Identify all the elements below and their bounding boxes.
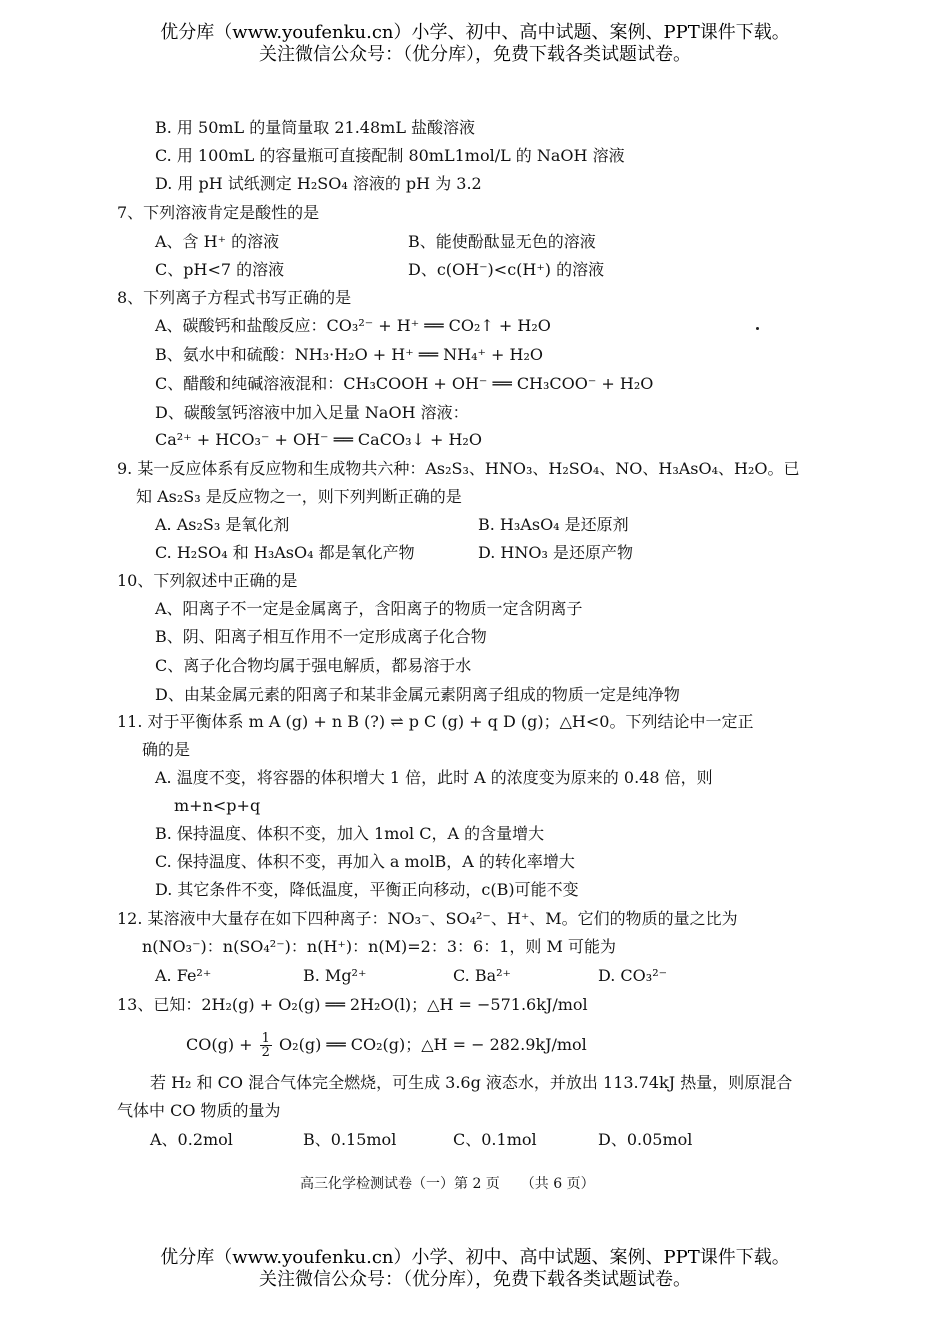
q6-option-c: C. 用 100mL 的容量瓶可直接配制 80mL1mol/L 的 NaOH 溶液 <box>155 146 625 165</box>
q11-option-b: B. 保持温度、体积不变，加入 1mol C，A 的含量增大 <box>155 824 545 843</box>
q10-option-a: A、阳离子不一定是金属离子，含阳离子的物质一定含阴离子 <box>155 599 583 618</box>
q9-option-b: B. H₃AsO₄ 是还原剂 <box>478 515 629 534</box>
q11-option-c: C. 保持温度、体积不变，再加入 a molB，A 的转化率增大 <box>155 852 575 871</box>
watermark-line-1: 优分库（www.youfenku.cn）小学、初中、高中试题、案例、PPT课件下载。 <box>160 22 790 43</box>
q11-option-d: D. 其它条件不变，降低温度，平衡正向移动，c(B)可能不变 <box>155 880 579 899</box>
q12-option-a: A. Fe²⁺ <box>155 966 212 985</box>
q9-stem-line-2: 知 As₂S₃ 是反应物之一，则下列判断正确的是 <box>136 487 462 506</box>
q8-stem: 8、下列离子方程式书写正确的是 <box>117 288 352 307</box>
page-footer: 高三化学检测试卷（一）第 2 页 （共 6 页） <box>300 1176 595 1192</box>
q7-option-a: A、含 H⁺ 的溶液 <box>155 232 280 251</box>
q11-option-a-line-2: m+n<p+q <box>174 796 261 815</box>
q13-frac-denominator: 2 <box>261 1045 270 1060</box>
q13-paragraph-line-1: 若 H₂ 和 CO 混合气体完全燃烧，可生成 3.6g 液态水，并放出 113.74kJ 热量，则原混合 <box>150 1073 793 1092</box>
q13-eq2-right: O₂(g) ══ CO₂(g)；△H = − 282.9kJ/mol <box>279 1035 587 1054</box>
q13-eq2-fraction <box>260 1032 272 1059</box>
q8-option-c: C、醋酸和纯碱溶液混和：CH₃COOH + OH⁻ ══ CH₃COO⁻ + H₂O <box>155 374 654 393</box>
q12-stem-line-2: n(NO₃⁻)：n(SO₄²⁻)：n(H⁺)：n(M)=2：3：6：1，则 M 可能为 <box>142 937 616 956</box>
q7-option-b: B、能使酚酞显无色的溶液 <box>408 232 596 251</box>
q8-option-d-equation: Ca²⁺ + HCO₃⁻ + OH⁻ ══ CaCO₃↓ + H₂O <box>155 430 482 449</box>
q6-option-b: B. 用 50mL 的量筒量取 21.48mL 盐酸溶液 <box>155 118 476 137</box>
stray-mark <box>756 327 759 330</box>
q7-option-c: C、pH<7 的溶液 <box>155 260 285 279</box>
q13-option-d: D、0.05mol <box>598 1130 693 1149</box>
q13-frac-numerator: 1 <box>261 1031 270 1046</box>
q9-option-d: D. HNO₃ 是还原产物 <box>478 543 634 562</box>
watermark-line-2-bottom: 关注微信公众号：（优分库），免费下载各类试题试卷。 <box>259 1269 691 1290</box>
q12-option-c: C. Ba²⁺ <box>453 966 511 985</box>
watermark-line-1-bottom: 优分库（www.youfenku.cn）小学、初中、高中试题、案例、PPT课件下载。 <box>160 1247 790 1268</box>
q9-stem-line-1: 9. 某一反应体系有反应物和生成物共六种：As₂S₃、HNO₃、H₂SO₄、NO、H₃AsO₄、H₂O。已 <box>117 459 800 478</box>
q12-stem-line-1: 12. 某溶液中大量存在如下四种离子：NO₃⁻、SO₄²⁻、H⁺、M。它们的物质的量之比为 <box>117 909 738 928</box>
q9-option-a: A. As₂S₃ 是氧化剂 <box>155 515 290 534</box>
q8-option-b: B、氨水中和硫酸：NH₃·H₂O + H⁺ ══ NH₄⁺ + H₂O <box>155 345 543 364</box>
watermark-bottom <box>0 1247 950 1291</box>
q8-option-d: D、碳酸氢钙溶液中加入足量 NaOH 溶液： <box>155 403 469 422</box>
q7-stem: 7、下列溶液肯定是酸性的是 <box>117 203 320 222</box>
q10-option-d: D、由某金属元素的阳离子和某非金属元素阴离子组成的物质一定是纯净物 <box>155 685 680 704</box>
q13-eq2-left: CO(g) + <box>186 1035 253 1054</box>
q13-equation-2 <box>186 1032 587 1059</box>
q7-option-d: D、c(OH⁻)<c(H⁺) 的溶液 <box>408 260 605 279</box>
q13-paragraph-line-2: 气体中 CO 物质的量为 <box>117 1101 281 1120</box>
q13-option-b: B、0.15mol <box>303 1130 397 1149</box>
q11-stem-line-2: 确的是 <box>142 740 191 759</box>
q10-option-b: B、阴、阳离子相互作用不一定形成离子化合物 <box>155 627 487 646</box>
q8-option-a: A、碳酸钙和盐酸反应：CO₃²⁻ + H⁺ ══ CO₂↑ + H₂O <box>155 316 551 335</box>
q13-stem: 13、已知：2H₂(g) + O₂(g) ══ 2H₂O(l)；△H = −571.6kJ/mol <box>117 995 588 1014</box>
q10-stem: 10、下列叙述中正确的是 <box>117 571 298 590</box>
q9-option-c: C. H₂SO₄ 和 H₃AsO₄ 都是氧化产物 <box>155 543 415 562</box>
q11-option-a-line-1: A. 温度不变，将容器的体积增大 1 倍，此时 A 的浓度变为原来的 0.48 倍，则 <box>155 768 713 787</box>
q13-option-c: C、0.1mol <box>453 1130 537 1149</box>
q13-option-a: A、0.2mol <box>150 1130 233 1149</box>
q10-option-c: C、离子化合物均属于强电解质，都易溶于水 <box>155 656 472 675</box>
q12-option-b: B. Mg²⁺ <box>303 966 367 985</box>
watermark-line-2: 关注微信公众号：（优分库），免费下载各类试题试卷。 <box>259 44 691 65</box>
q6-option-d: D. 用 pH 试纸测定 H₂SO₄ 溶液的 pH 为 3.2 <box>155 174 482 193</box>
q11-stem-line-1: 11. 对于平衡体系 m A (g) + n B (?) ⇌ p C (g) + q D (g)；△H<0。下列结论中一定正 <box>117 712 754 731</box>
q12-option-d: D. CO₃²⁻ <box>598 966 668 985</box>
